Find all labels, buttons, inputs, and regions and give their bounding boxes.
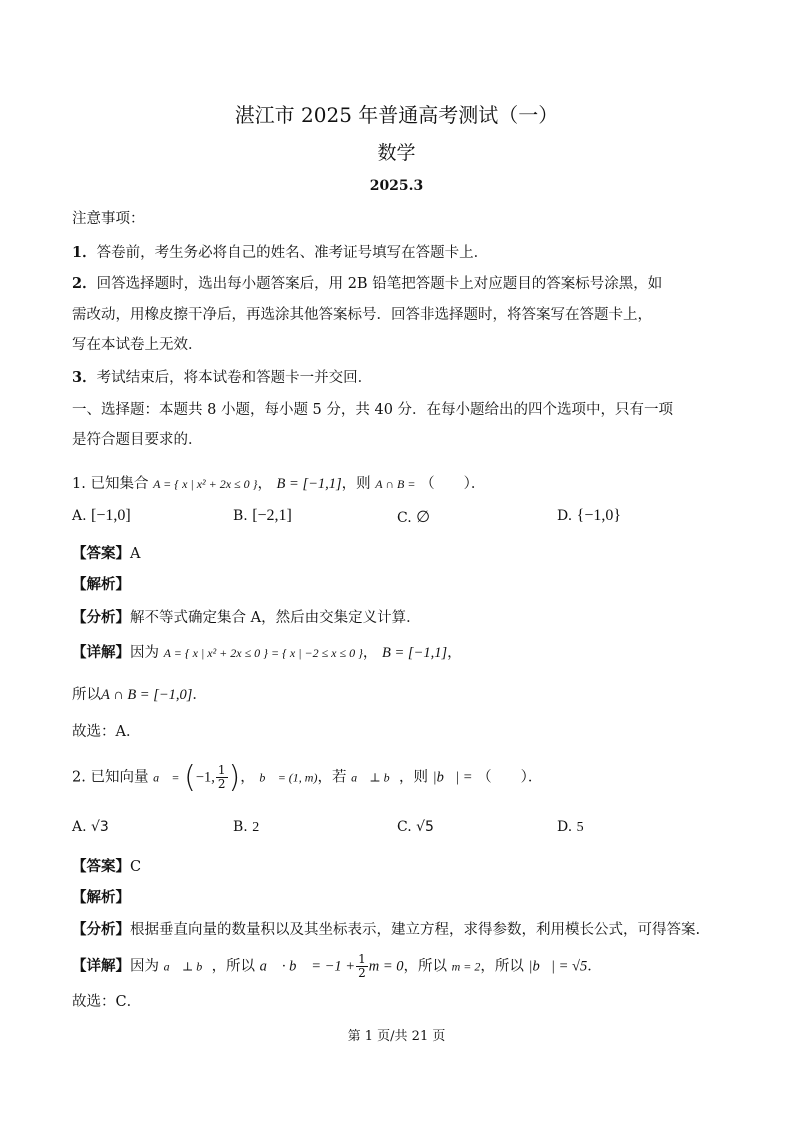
- q1-set-a: A = { x | x² + 2x ≤ 0 }: [153, 477, 258, 491]
- q1-suffix: ，则: [341, 476, 371, 492]
- q2-detail-den: 2: [358, 966, 366, 980]
- q2-detail-m: m = 2: [451, 959, 481, 974]
- notice-item-1: [72, 241, 488, 262]
- q1-answer-tag: 【答案】: [72, 545, 130, 562]
- q2-option-a-value: √3: [91, 819, 109, 835]
- q1-detail-prefix: 因为: [130, 645, 159, 661]
- q2-choose: 故选：C．: [72, 994, 142, 1010]
- q1-so-end: ．: [192, 687, 207, 703]
- q1-fenxi-text: 解不等式确定集合 A，然后由交集定义计算．: [130, 610, 421, 626]
- q2-detail-prefix: 因为: [130, 958, 159, 975]
- q1-prefix: 1. 已知集合: [72, 476, 149, 492]
- page-number: 第 1 页/共 21 页: [347, 1029, 446, 1044]
- q1-so-expr: A ∩ B = [−1,0]: [101, 687, 193, 703]
- exam-subject: 数学: [377, 142, 416, 164]
- q1-option-d-value: {−1,0}: [576, 507, 622, 524]
- q1-so: [72, 683, 207, 704]
- q2-sep-1: ，: [240, 769, 255, 786]
- q1-answer: [72, 542, 140, 563]
- q2-vec-a-first: −1,: [195, 769, 215, 786]
- q2-norm: |b⃗| =: [432, 769, 473, 786]
- q2-option-a: [72, 819, 109, 835]
- q2-perp: a⃗ ⊥ b⃗: [351, 770, 400, 785]
- q2-sep-2: ，若: [317, 769, 347, 786]
- q2-answer-tag: 【答案】: [72, 858, 130, 875]
- q2-vec-b: b⃗ = (1, m): [259, 770, 318, 785]
- q2-detail-dot-end: m = 0: [368, 958, 404, 975]
- q2-vec-a-open: (: [184, 760, 196, 795]
- notice-item-3-num: 3．: [72, 369, 97, 386]
- q2-option-d: [557, 819, 584, 836]
- q1-choose: 故选：A．: [72, 724, 141, 740]
- section-1-line-2: 是符合题目要求的．: [72, 432, 203, 448]
- q2-paren: （ ）．: [477, 769, 543, 786]
- q2-option-c-label: C.: [397, 819, 412, 835]
- q2-answer-value: C: [130, 859, 142, 875]
- q2-fenxi-text: 根据垂直向量的数量积以及其坐标表示，建立方程，求得参数，利用模长公式，可得答案.: [130, 922, 701, 938]
- notice-item-2-num: 2．: [72, 275, 97, 292]
- exam-title: 湛江市 2025 年普通高考测试（一）: [234, 103, 559, 127]
- q1-option-a-label: A.: [72, 508, 87, 524]
- q1-answer-value: A: [130, 546, 141, 562]
- q1-option-b-label: B.: [233, 508, 248, 524]
- notice-item-1-num: 1．: [72, 244, 97, 261]
- q2-detail-mid-3: ，所以: [480, 958, 524, 975]
- exam-date: 2025.3: [369, 178, 424, 194]
- notice-item-2-line-1: [72, 272, 662, 293]
- q1-paren: （ ）．: [420, 476, 486, 492]
- q1-detail-tag: 【详解】: [72, 644, 130, 661]
- q1-option-d: [557, 507, 621, 525]
- q2-detail-perp: a⃗ ⊥ b⃗: [163, 959, 212, 974]
- q2-fenxi-tag: 【分析】: [72, 921, 130, 938]
- q2-analysis-tag: 【解析】: [72, 889, 130, 906]
- q1-option-c: [397, 507, 430, 527]
- notice-heading: 注意事项：: [72, 211, 145, 227]
- q1-option-b: [233, 507, 292, 525]
- q1-option-a: [72, 507, 131, 525]
- q2-detail-num: 1: [358, 952, 366, 966]
- q2-detail-mid-2: ，所以: [403, 958, 447, 975]
- q1-analysis-tag: 【解析】: [72, 576, 130, 593]
- q2-fenxi: [72, 918, 700, 939]
- q1-option-c-value: ∅: [416, 509, 431, 526]
- q2-prefix: 2. 已知向量: [72, 769, 149, 786]
- q2-detail: [72, 953, 602, 980]
- q1-option-c-label: C.: [397, 510, 412, 526]
- q2-detail-dot: a⃗ · b⃗ = −1 +: [259, 958, 356, 975]
- q2-option-d-value: 5: [576, 820, 584, 835]
- q2-vec-a-den: 2: [217, 777, 226, 791]
- q2-option-b-label: B.: [233, 819, 248, 835]
- notice-item-3-text: 考试结束后，将本试卷和答题卡一并交回．: [96, 370, 373, 386]
- q2-vec-a-close: ): [228, 760, 241, 795]
- q2-option-b-value: 2: [252, 820, 260, 835]
- q2-sep-3: ，则: [399, 769, 429, 786]
- notice-item-2-text-1: 回答选择题时，选出每小题答案后，用 2B 铅笔把答题卡上对应题目的答案标号涂黑，如: [96, 276, 663, 292]
- q2-vec-a-frac: [216, 764, 228, 791]
- q2-vec-a-lhs: a⃗ =: [153, 770, 180, 785]
- q2-option-a-label: A.: [72, 819, 87, 835]
- q1-stem: [72, 472, 485, 493]
- notice-item-1-text: 答卷前，考生务必将自己的姓名、准考证号填写在答题卡上．: [96, 245, 489, 261]
- q2-vec-a-num: 1: [217, 763, 226, 777]
- q1-detail-sep: ，: [362, 645, 378, 661]
- q2-stem: [72, 760, 542, 795]
- notice-item-2-line-2: 需改动，用橡皮擦干净后，再选涂其他答案标号．回答非选择题时，将答案写在答题卡上，: [72, 307, 652, 323]
- q2-detail-tag: 【详解】: [72, 957, 130, 975]
- q1-fenxi: [72, 606, 421, 627]
- notice-item-3: [72, 366, 372, 387]
- q2-option-c: [397, 819, 434, 835]
- notice-item-2-line-3: 写在本试卷上无效．: [72, 337, 203, 353]
- section-1-line-1: 一、选择题：本题共 8 小题，每小题 5 分，共 40 分．在每小题给出的四个选项中，只有一项: [72, 402, 674, 418]
- q1-detail: [72, 641, 462, 662]
- q2-answer: [72, 855, 141, 876]
- q2-detail-mid: ，所以: [211, 958, 256, 975]
- q2-option-b: [233, 819, 259, 836]
- q1-detail-expr: A = { x | x² + 2x ≤ 0 } = { x | −2 ≤ x ≤ 0 }: [163, 646, 363, 660]
- q2-option-c-value: √5: [416, 819, 434, 835]
- q1-fenxi-tag: 【分析】: [72, 609, 130, 626]
- q1-set-b: B = [−1,1]: [276, 476, 342, 492]
- q1-option-a-value: [−1,0]: [91, 507, 131, 524]
- q2-detail-norm: |b⃗| = √5: [528, 958, 588, 975]
- q2-option-d-label: D.: [557, 819, 573, 835]
- q1-option-d-label: D.: [557, 508, 573, 524]
- q1-expr: A ∩ B =: [375, 477, 416, 491]
- q1-detail-end: ，: [447, 645, 462, 661]
- q2-detail-end: ．: [587, 958, 602, 975]
- q1-so-prefix: 所以: [72, 687, 101, 703]
- q1-sep: ，: [257, 476, 272, 492]
- q2-detail-frac: [356, 953, 368, 980]
- q1-option-b-value: [−2,1]: [252, 507, 292, 524]
- q1-detail-b: B = [−1,1]: [382, 645, 448, 661]
